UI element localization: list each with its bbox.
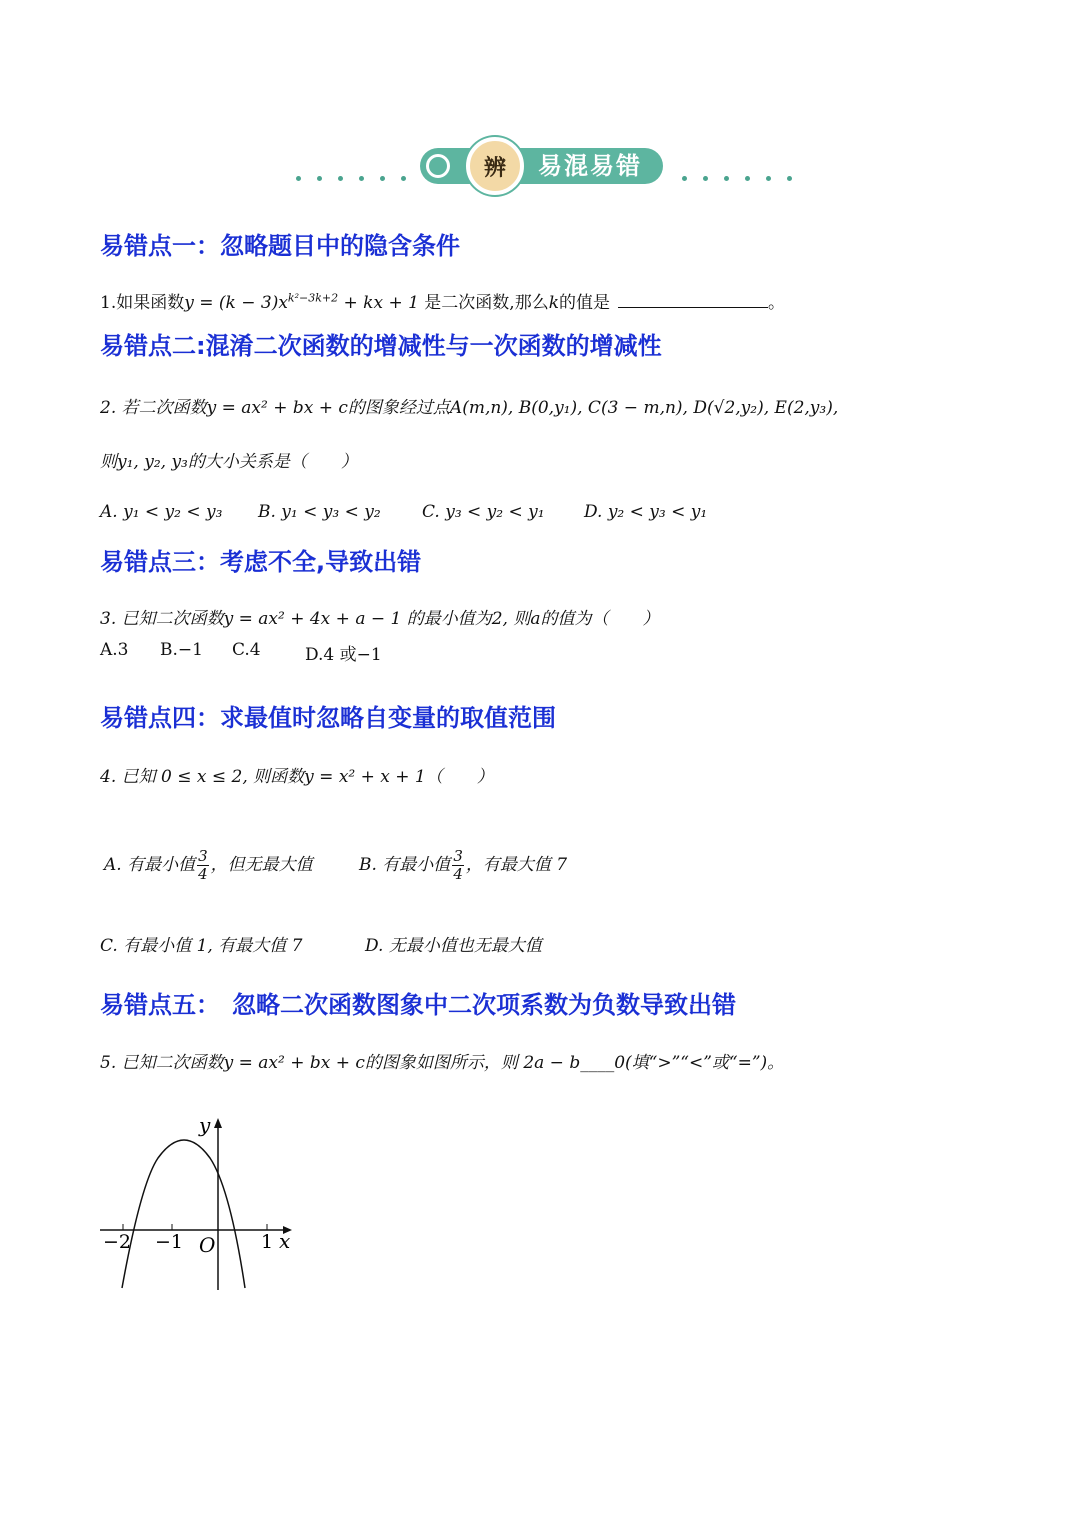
frac-den: 4 <box>198 865 208 883</box>
q4-a-post: ，但无最大值 <box>210 855 313 875</box>
tick-label-1: 1 <box>261 1231 274 1253</box>
answer-blank[interactable] <box>618 293 768 308</box>
q2-option-d[interactable]: D. y₂ < y₃ < y₁ <box>584 502 708 522</box>
q4-option-b[interactable] <box>359 848 567 883</box>
heading-4: 易错点四：求最值时忽略自变量的取值范围 <box>100 704 556 732</box>
q3-option-c[interactable]: C.4 <box>232 640 261 660</box>
q1-suffix: 是二次函数,那么 <box>418 293 549 313</box>
question-2-line1: 2. 若二次函数y = ax² + bx + c的图象经过点A(m,n), B(0,y₁), C(3 − m,n), D(√2,y₂), E(2,y₃), <box>100 398 839 418</box>
fraction <box>197 848 209 883</box>
q3-option-d[interactable]: D.4 或−1 <box>305 645 382 665</box>
frac-num: 3 <box>453 847 463 865</box>
origin-label: O <box>199 1233 216 1257</box>
q1-formula: y = (k − 3)x <box>184 293 288 313</box>
q4-b-pre: B. 有最小值 <box>359 855 451 875</box>
banner-badge: 辨 <box>466 137 524 195</box>
parabola-graph <box>95 1110 305 1295</box>
q4-option-c[interactable]: C. 有最小值 1, 有最大值 7 <box>100 936 303 956</box>
tick-label-minus1: −1 <box>155 1231 184 1253</box>
y-axis-arrow-icon <box>214 1118 222 1128</box>
x-label: x <box>279 1229 291 1253</box>
q1-var: k <box>548 293 560 313</box>
q1-end: 。 <box>768 293 786 313</box>
question-4: 4. 已知 0 ≤ x ≤ 2, 则函数y = x² + x + 1（ ） <box>100 767 494 787</box>
question-3: 3. 已知二次函数y = ax² + 4x + a − 1 的最小值为2, 则a的值为（ ） <box>100 609 660 629</box>
q2-option-a[interactable]: A. y₁ < y₂ < y₃ <box>100 502 223 522</box>
target-icon <box>426 154 450 178</box>
question-2-line2: 则y₁, y₂, y₃的大小关系是（ ） <box>100 452 358 472</box>
q4-option-d[interactable]: D. 无最小值也无最大值 <box>365 936 542 956</box>
fraction <box>452 848 464 883</box>
heading-3: 易错点三：考虑不全,导致出错 <box>100 548 422 576</box>
frac-den: 4 <box>453 865 463 883</box>
banner-dots-left <box>296 176 406 182</box>
q4-a-pre: A. 有最小值 <box>104 855 196 875</box>
q3-option-a[interactable]: A.3 <box>100 640 129 660</box>
parabola-curve <box>122 1140 245 1288</box>
q1-prefix: 1.如果函数 <box>100 293 185 313</box>
q4-b-post: ，有最大值 7 <box>465 855 568 875</box>
q1-formula-tail: + kx + 1 <box>338 293 419 313</box>
q4-option-a[interactable] <box>104 848 313 883</box>
banner-dots-right <box>682 176 792 182</box>
q1-exponent: k²−3k+2 <box>287 291 339 305</box>
heading-1: 易错点一：忽略题目中的隐含条件 <box>100 232 460 260</box>
question-1 <box>100 288 785 313</box>
y-label: y <box>199 1113 211 1137</box>
banner-title: 易混易错 <box>538 152 642 180</box>
frac-num: 3 <box>198 847 208 865</box>
heading-5: 易错点五： 忽略二次函数图象中二次项系数为负数导致出错 <box>100 991 736 1019</box>
q3-option-b[interactable]: B.−1 <box>160 640 203 660</box>
q1-suffix2: 的值是 <box>559 293 611 313</box>
heading-2: 易错点二:混淆二次函数的增减性与一次函数的增减性 <box>100 332 662 360</box>
q2-option-c[interactable]: C. y₃ < y₂ < y₁ <box>422 502 545 522</box>
q2-option-b[interactable]: B. y₁ < y₃ < y₂ <box>258 502 381 522</box>
tick-label-minus2: −2 <box>103 1231 132 1253</box>
question-5: 5. 已知二次函数y = ax² + bx + c的图象如图所示，则 2a − b____0(填“>”“<”或“=”)。 <box>100 1053 785 1073</box>
